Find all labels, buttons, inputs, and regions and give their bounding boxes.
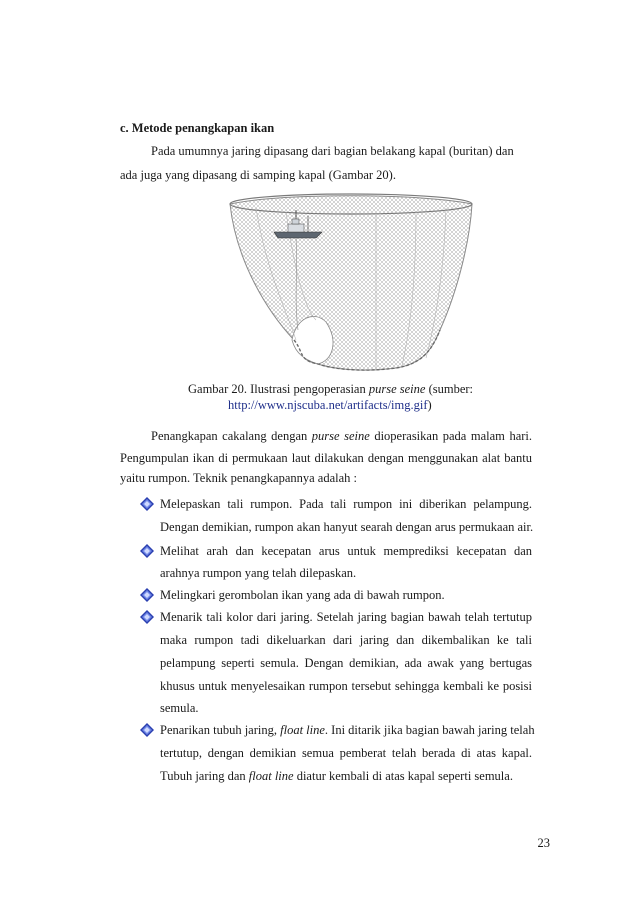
bullet-1-line-1: Melepaskan tali rumpon. Pada tali rumpon ini diberikan pelampung. bbox=[160, 497, 532, 511]
bullet-diamond-icon bbox=[140, 497, 154, 511]
bullet-diamond-icon bbox=[140, 544, 154, 558]
bullet-diamond-icon bbox=[140, 610, 154, 624]
bullet-5-line-2: tertutup, dengan demikian semua pemberat telah berada di atas kapal. bbox=[160, 746, 532, 760]
bullet-5-line-3: Tubuh jaring dan float line diatur kembali di atas kapal seperti semula. bbox=[160, 769, 513, 783]
net-body bbox=[230, 196, 472, 370]
bullet-4-line-3: pelampung seperti semula. Dengan demikian, ada awak yang bertugas bbox=[160, 656, 532, 670]
page-number: 23 bbox=[537, 836, 550, 850]
bullet-4-line-1: Menarik tali kolor dari jaring. Setelah jaring bagian bawah telah tertutup bbox=[160, 610, 532, 624]
body-line-1: Penangkapan cakalang dengan purse seine dioperasikan pada malam hari. bbox=[151, 429, 532, 443]
bullet-diamond-icon bbox=[140, 723, 154, 737]
intro-line-2: ada juga yang dipasang di samping kapal (Gambar 20). bbox=[120, 168, 396, 182]
intro-line-1: Pada umumnya jaring dipasang dari bagian belakang kapal (buritan) dan bbox=[151, 144, 514, 158]
bullet-2-line-1: Melihat arah dan kecepatan arus untuk memprediksi kecepatan dan bbox=[160, 544, 532, 558]
bullet-5-line-1: Penarikan tubuh jaring, float line. Ini ditarik jika bagian bawah jaring telah bbox=[160, 723, 535, 737]
body-line-2: Pengumpulan ikan di permukaan laut dilakukan dengan menggunakan alat bantu bbox=[120, 451, 532, 465]
bullet-3-line-1: Melingkari gerombolan ikan yang ada di bawah rumpon. bbox=[160, 588, 445, 602]
bullet-4-line-4: khusus untuk menyelesaikan rumpon tersebut sehingga kembali ke posisi bbox=[160, 679, 532, 693]
bullet-1-line-2: Dengan demikian, rumpon akan hanyut searah dengan arus permukaan air. bbox=[160, 520, 534, 534]
purse-seine-figure bbox=[226, 190, 474, 382]
bullet-4-line-5: semula. bbox=[160, 701, 199, 715]
figure-caption: Gambar 20. Ilustrasi pengoperasian purse seine (sumber: bbox=[188, 382, 474, 396]
section-heading: c. Metode penangkapan ikan bbox=[120, 121, 275, 135]
bullet-2-line-2: arahnya rumpon yang telah dilepaskan. bbox=[160, 566, 357, 580]
source-link[interactable]: http://www.njscuba.net/artifacts/img.gif bbox=[228, 398, 428, 412]
bullet-diamond-icon bbox=[140, 588, 154, 602]
body-line-3: yaitu rumpon. Teknik penangkapannya adalah : bbox=[120, 471, 358, 485]
figure-source: http://www.njscuba.net/artifacts/img.gif) bbox=[228, 398, 432, 412]
bullet-4-line-2: maka rumpon tadi dikeluarkan dari jaring dan dikembalikan ke tali bbox=[160, 633, 532, 647]
